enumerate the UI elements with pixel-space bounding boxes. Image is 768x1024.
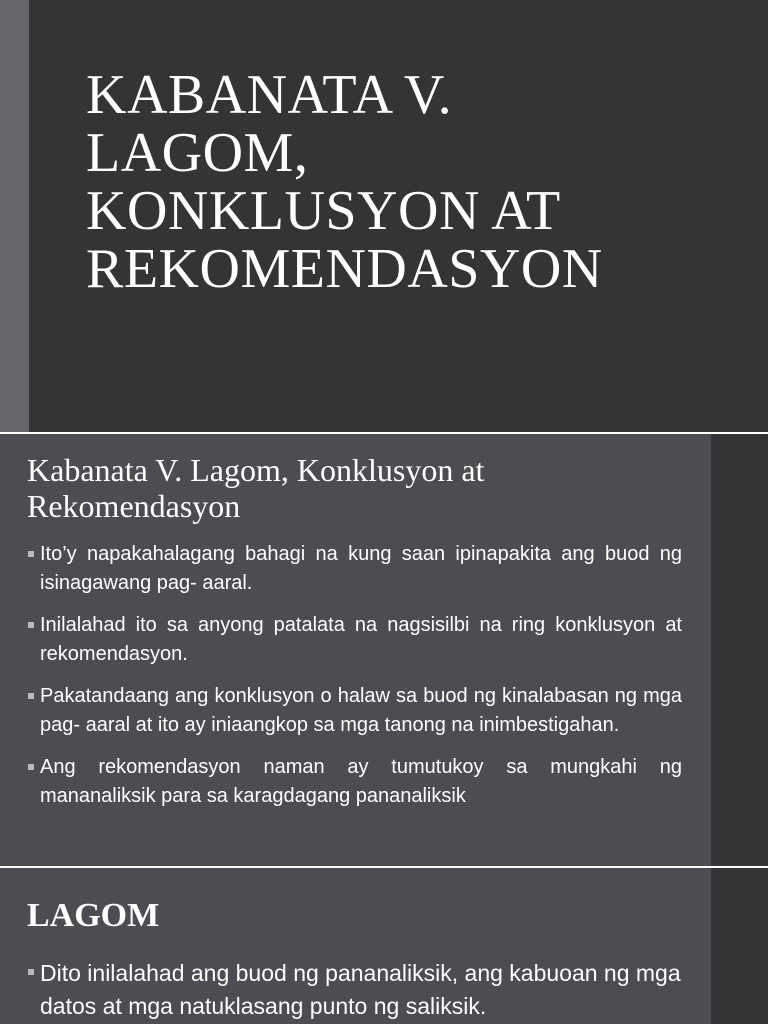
list-item bbox=[28, 957, 688, 1023]
square-bullet-icon bbox=[28, 551, 34, 557]
list-item-text: Pakatandaang ang konklusyon o halaw sa buod ng kinalabasan ng mga pag- aaral at ito ay iniaangkop sa mga tanong na inimbestigahan. bbox=[40, 685, 682, 736]
list-item-text: Ang rekomendasyon naman ay tumutukoy sa mungkahi ng mananaliksik para sa karagdagang pananaliksik bbox=[40, 756, 682, 807]
title-line-4: REKOMENDASYON bbox=[86, 238, 603, 300]
title-line-2: LAGOM, bbox=[86, 122, 309, 184]
bullet-list bbox=[28, 957, 688, 1023]
title-slide-accent-strip bbox=[0, 0, 29, 432]
list-item bbox=[28, 682, 682, 740]
square-bullet-icon bbox=[28, 764, 34, 770]
list-item-text: Inilalahad ito sa anyong patalata na nagsisilbi na ring konklusyon at rekomendasyon. bbox=[40, 614, 682, 665]
list-item bbox=[28, 753, 682, 811]
list-item bbox=[28, 540, 682, 598]
square-bullet-icon bbox=[28, 693, 34, 699]
title-line-3: KONKLUSYON AT bbox=[86, 180, 561, 242]
content-slide-accent-strip bbox=[711, 868, 768, 1024]
list-item bbox=[28, 611, 682, 669]
square-bullet-icon bbox=[28, 969, 34, 975]
slide-heading: Kabanata V. Lagom, Konklusyon at Rekomendasyon bbox=[27, 452, 485, 524]
content-slide-accent-strip bbox=[711, 434, 768, 866]
bullet-list bbox=[28, 540, 682, 824]
title-slide-title bbox=[86, 66, 746, 298]
slide-heading: LAGOM bbox=[27, 897, 160, 934]
content-slide-kabanata bbox=[0, 434, 768, 866]
content-slide-lagom bbox=[0, 868, 768, 1024]
title-slide bbox=[0, 0, 768, 432]
square-bullet-icon bbox=[28, 622, 34, 628]
title-line-1: KABANATA V. bbox=[86, 64, 453, 126]
list-item-text: Dito inilalahad ang buod ng pananaliksik, ang kabuoan ng mga datos at mga natuklasang punto ng saliksik. bbox=[40, 960, 681, 1019]
list-item-text: Ito’y napakahalagang bahagi na kung saan ipinapakita ang buod ng isinagawang pag- aaral. bbox=[40, 543, 682, 594]
